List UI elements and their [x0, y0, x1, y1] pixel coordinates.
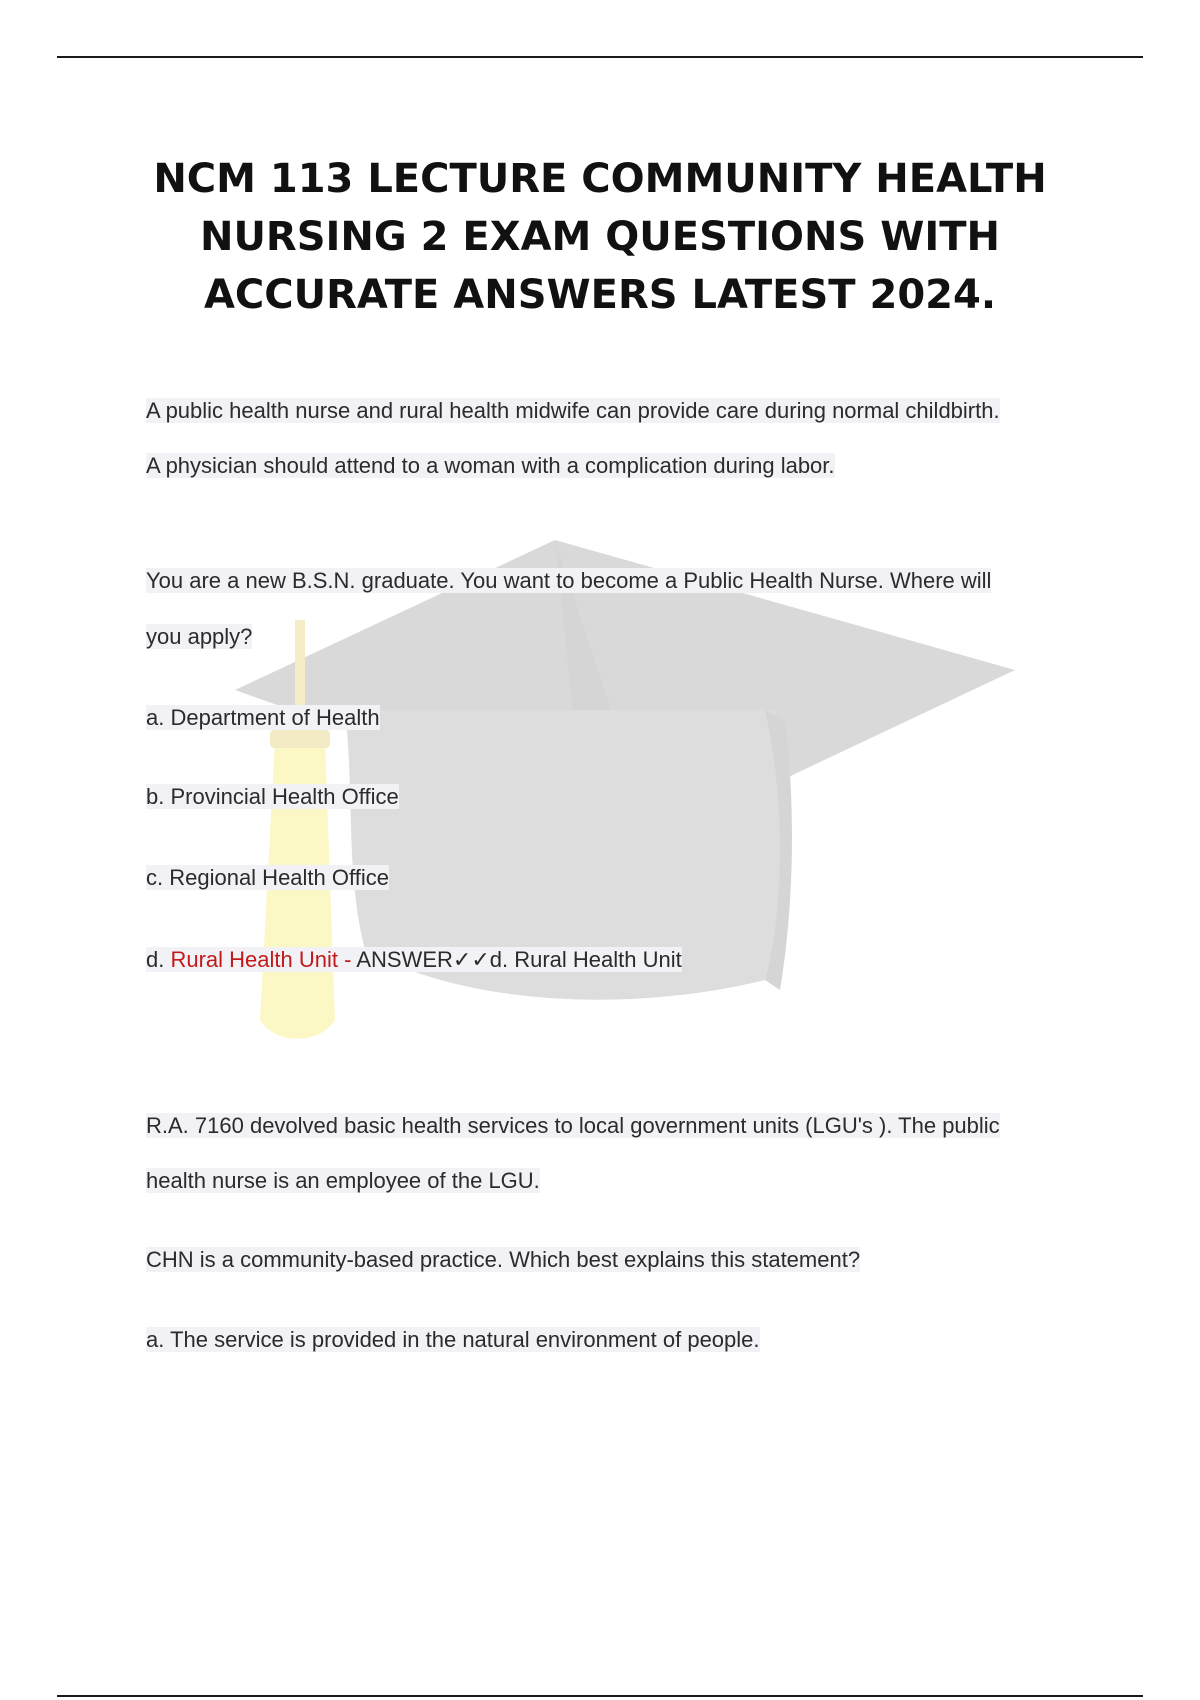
option-text: c. Regional Health Office	[146, 865, 389, 890]
paragraph-line	[146, 396, 1000, 426]
paragraph-text: R.A. 7160 devolved basic health services to local government units (LGU's ). The public	[146, 1113, 1000, 1138]
option-text: a. The service is provided in the natural environment of people.	[146, 1327, 760, 1352]
paragraph-line	[146, 451, 835, 481]
question-line	[146, 622, 252, 652]
option-prefix: d.	[146, 947, 171, 972]
answer-option-d	[146, 945, 682, 975]
option-text: b. Provincial Health Office	[146, 784, 399, 809]
title-line: NCM 113 LECTURE COMMUNITY HEALTH	[153, 156, 1047, 202]
answer-option-c	[146, 863, 389, 893]
question-text: you apply?	[146, 624, 253, 649]
paragraph-line	[146, 1166, 540, 1196]
paragraph-line	[146, 1111, 1000, 1141]
paragraph-text: A public health nurse and rural health midwife can provide care during normal childbirth.	[146, 398, 1000, 423]
option-text: a. Department of Health	[146, 705, 380, 730]
question-text: CHN is a community-based practice. Which best explains this statement?	[146, 1247, 861, 1272]
question-line	[146, 1245, 860, 1275]
correct-option-text: Rural Health Unit -	[170, 947, 352, 972]
answer-option-a	[146, 1325, 760, 1355]
answer-option-b	[146, 782, 399, 812]
answer-key: ANSWER✓✓d. Rural Health Unit	[351, 947, 682, 972]
paragraph-text: A physician should attend to a woman with a complication during labor.	[146, 453, 835, 478]
option-d-wrapper	[146, 947, 682, 972]
document-title	[100, 150, 1100, 324]
top-rule	[57, 56, 1143, 58]
question-text: You are a new B.S.N. graduate. You want to become a Public Health Nurse. Where will	[146, 568, 992, 593]
bottom-rule	[57, 1695, 1143, 1697]
answer-option-a	[146, 703, 380, 733]
paragraph-text: health nurse is an employee of the LGU.	[146, 1168, 540, 1193]
question-line	[146, 566, 991, 596]
title-line: ACCURATE ANSWERS LATEST 2024.	[203, 272, 997, 318]
title-line: NURSING 2 EXAM QUESTIONS WITH	[199, 214, 1001, 260]
